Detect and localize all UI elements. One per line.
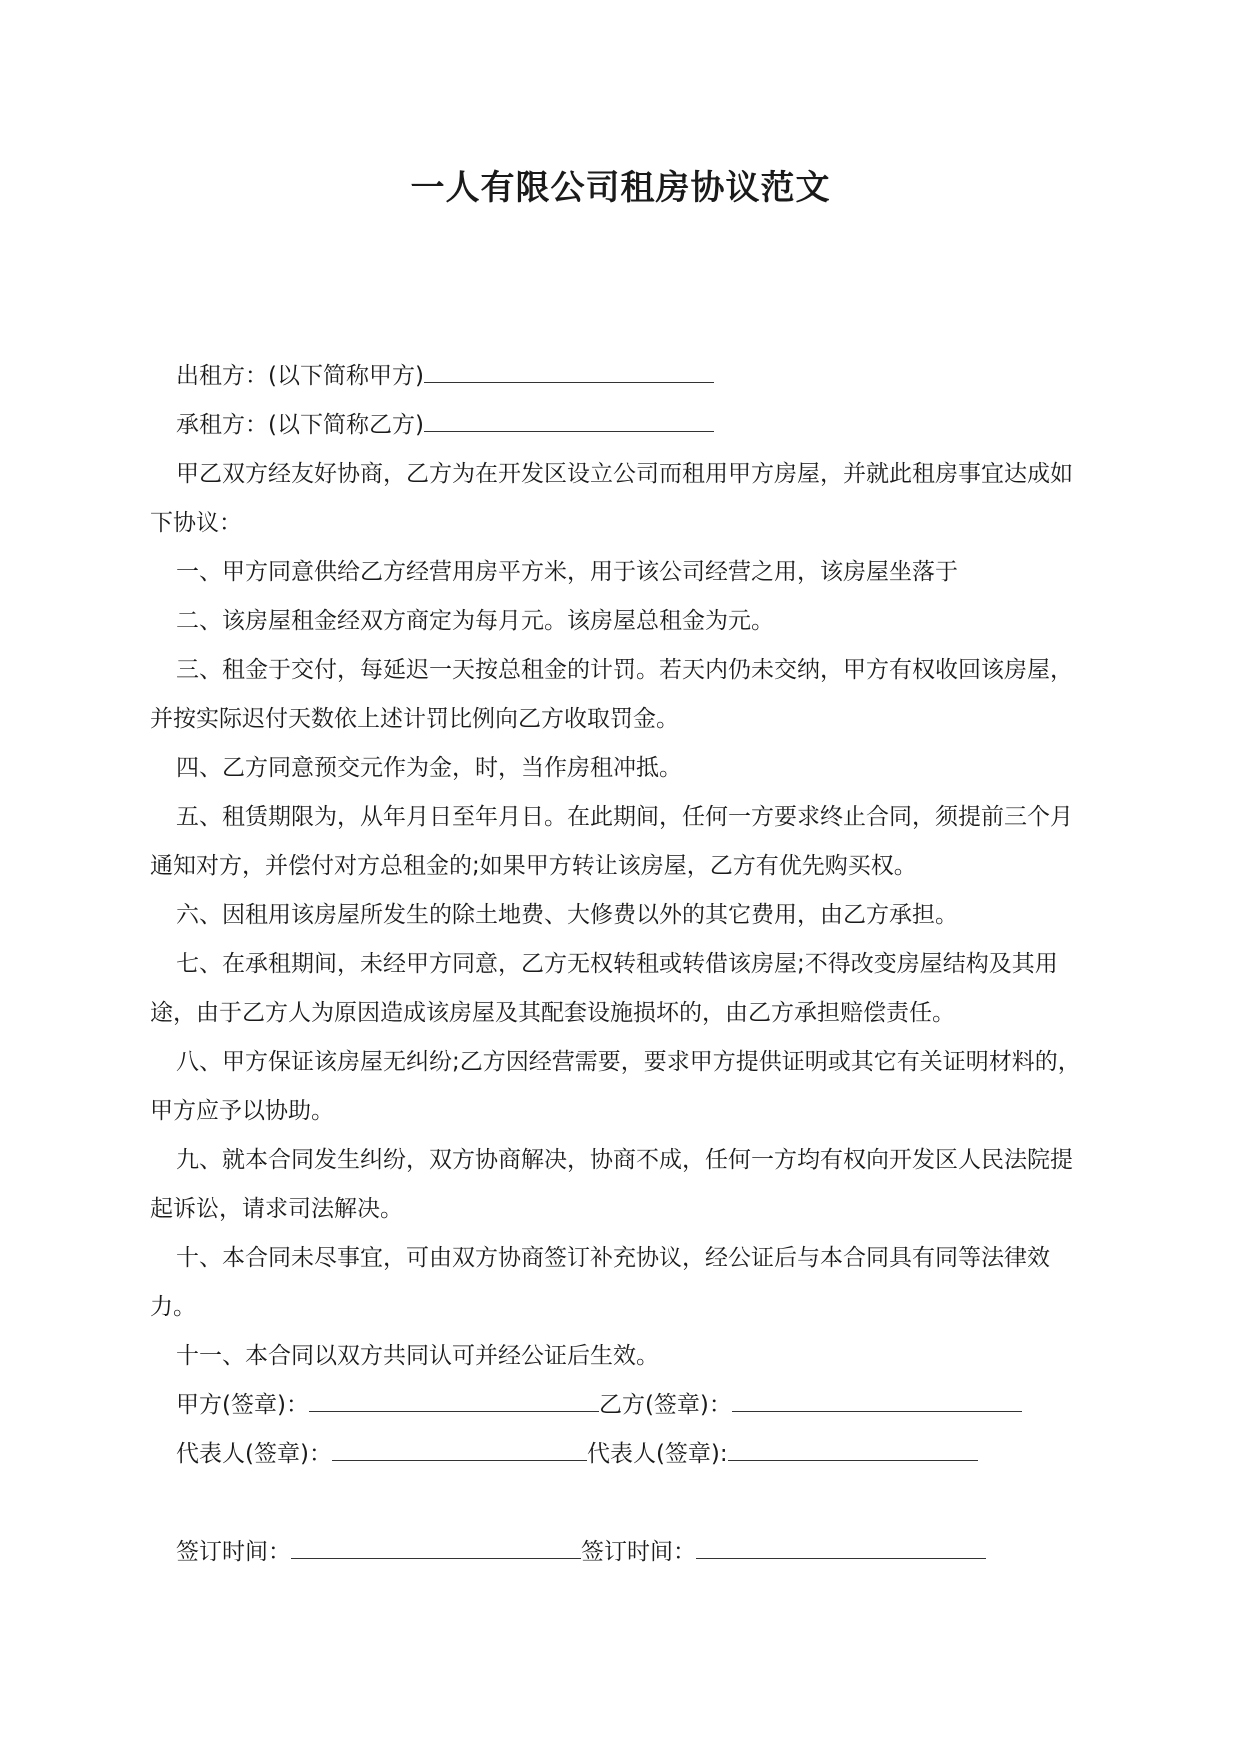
lessor-line bbox=[150, 352, 1090, 401]
date-a-label: 签订时间： bbox=[176, 1539, 291, 1565]
representative-signature-line bbox=[150, 1430, 1090, 1479]
document-body bbox=[150, 352, 1090, 1577]
date-signature-line bbox=[150, 1528, 1090, 1577]
clause-4: 四、乙方同意预交元作为金，时，当作房租冲抵。 bbox=[176, 755, 682, 781]
clause-8: 八、甲方保证该房屋无纠纷;乙方因经营需要，要求甲方提供证明或其它有关证明材料的，甲方应予以协助。 bbox=[150, 1049, 1081, 1124]
lessee-label: 承租方：(以下简称乙方) bbox=[176, 412, 424, 438]
date-b-label: 签订时间： bbox=[581, 1539, 696, 1565]
date-a-blank[interactable] bbox=[291, 1536, 581, 1559]
party-b-sign-blank[interactable] bbox=[732, 1389, 1022, 1412]
clause-1: 一、甲方同意供给乙方经营用房平方米，用于该公司经营之用，该房屋坐落于 bbox=[176, 559, 958, 585]
lessee-line bbox=[150, 401, 1090, 450]
rep-a-sign-label: 代表人(签章)： bbox=[176, 1441, 332, 1467]
party-b-sign-label: 乙方(签章)： bbox=[598, 1392, 732, 1418]
party-a-sign-blank[interactable] bbox=[309, 1389, 599, 1412]
clause-3: 三、租金于交付，每延迟一天按总租金的计罚。若天内仍未交纳，甲方有权收回该房屋，并按实际迟付天数依上述计罚比例向乙方收取罚金。 bbox=[150, 657, 1073, 732]
clause-11: 十一、本合同以双方共同认可并经公证后生效。 bbox=[176, 1343, 659, 1369]
date-b-blank[interactable] bbox=[696, 1536, 986, 1559]
signature-spacer bbox=[150, 1479, 1090, 1528]
clause-6: 六、因租用该房屋所发生的除土地费、大修费以外的其它费用，由乙方承担。 bbox=[176, 902, 958, 928]
lessor-blank[interactable] bbox=[424, 360, 714, 383]
clause-9: 九、就本合同发生纠纷，双方协商解决，协商不成，任何一方均有权向开发区人民法院提起诉讼，请求司法解决。 bbox=[150, 1147, 1073, 1222]
lessee-blank[interactable] bbox=[424, 409, 714, 432]
party-a-sign-label: 甲方(签章)： bbox=[176, 1392, 309, 1418]
rep-a-sign-blank[interactable] bbox=[332, 1438, 587, 1461]
clause-5: 五、租赁期限为，从年月日至年月日。在此期间，任何一方要求终止合同，须提前三个月通知对方，并偿付对方总租金的;如果甲方转让该房屋，乙方有优先购买权。 bbox=[150, 804, 1073, 879]
clause-2: 二、该房屋租金经双方商定为每月元。该房屋总租金为元。 bbox=[176, 608, 774, 634]
paragraph-intro: 甲乙双方经友好协商，乙方为在开发区设立公司而租用甲方房屋，并就此租房事宜达成如下协议： bbox=[150, 461, 1073, 536]
party-signature-line bbox=[150, 1381, 1090, 1430]
clause-10: 十、本合同未尽事宜，可由双方协商签订补充协议，经公证后与本合同具有同等法律效力。 bbox=[150, 1245, 1050, 1320]
lessor-label: 出租方：(以下简称甲方) bbox=[176, 363, 424, 389]
clause-7: 七、在承租期间，未经甲方同意，乙方无权转租或转借该房屋;不得改变房屋结构及其用途，由于乙方人为原因造成该房屋及其配套设施损坏的，由乙方承担赔偿责任。 bbox=[150, 951, 1058, 1026]
rep-b-sign-label: 代表人(签章): bbox=[586, 1441, 728, 1467]
document-title: 一人有限公司租房协议范文 bbox=[410, 168, 831, 208]
rep-b-sign-blank[interactable] bbox=[728, 1438, 978, 1461]
